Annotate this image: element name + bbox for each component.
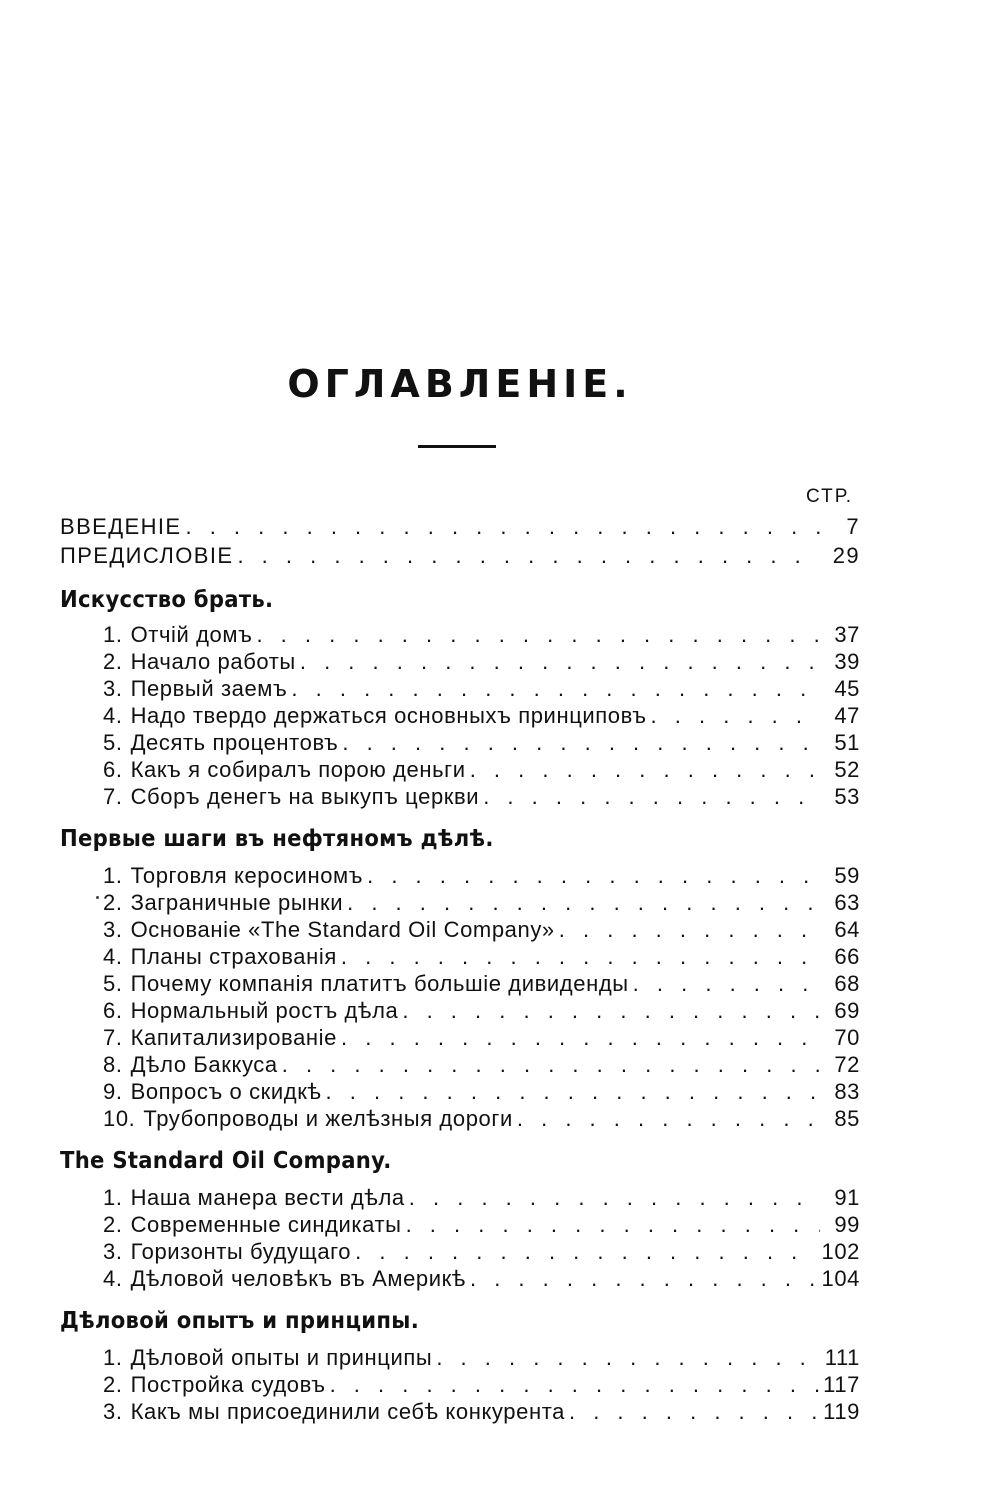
toc-entry-label: Какъ я собиралъ порою деньги xyxy=(130,757,466,782)
toc-entry-number: 1. xyxy=(103,1345,123,1370)
toc-entry-label: Отчій домъ xyxy=(130,622,253,647)
dot-leader xyxy=(436,1345,820,1371)
toc-entry-page: 63 xyxy=(834,890,860,915)
toc-entry-label: Первый заемъ xyxy=(130,676,288,701)
toc-entry-number: 5. xyxy=(103,730,123,755)
toc-entry-number: 1. xyxy=(103,622,123,647)
toc-entry-page: 7 xyxy=(846,514,860,539)
toc-entry-number: 7. xyxy=(103,784,123,809)
toc-entry-label: Дѣловой человѣкъ въ Америкѣ xyxy=(130,1266,466,1291)
toc-entry-number: 10. xyxy=(103,1106,136,1131)
toc-entry-label: Почему компанія платитъ большіе дивиденды xyxy=(130,971,629,996)
toc-entry-page: 53 xyxy=(834,784,860,809)
toc-entry xyxy=(60,1185,860,1212)
toc-entry xyxy=(60,514,860,543)
toc-entry-number: 2. xyxy=(103,1372,123,1397)
toc-entry-page: 29 xyxy=(832,543,860,568)
toc-entry-page: 52 xyxy=(834,757,860,782)
toc-entry-page: 39 xyxy=(834,649,860,674)
toc-entry xyxy=(60,676,860,703)
toc-entry-label: Горизонты будущаго xyxy=(130,1239,352,1264)
toc-entry-page: 47 xyxy=(834,703,860,728)
toc-entry-label: Современные синдикаты xyxy=(130,1212,402,1237)
toc-entry xyxy=(60,917,860,944)
toc-entry-page: 91 xyxy=(834,1185,860,1210)
toc-entry-label: Основаніе «The Standard Oil Company» xyxy=(130,917,555,942)
toc-entry-label: Дѣловой опыты и принципы xyxy=(130,1345,433,1370)
dot-leader xyxy=(330,1372,820,1398)
toc-entry-label: Вопросъ о скидкѣ xyxy=(130,1079,322,1104)
toc-entry xyxy=(60,1345,860,1372)
toc-entry-number: 3. xyxy=(103,917,123,942)
toc-entry-label: Какъ мы присоединили себѣ конкурента xyxy=(130,1399,565,1424)
toc-entry-page: 68 xyxy=(834,971,860,996)
toc-entry-number: 2. xyxy=(103,890,123,915)
toc-entry-number: 3. xyxy=(103,1399,123,1424)
toc-entry-label: Заграничные рынки xyxy=(130,890,344,915)
dot-leader xyxy=(651,703,820,729)
dot-leader xyxy=(367,863,820,889)
dot-leader xyxy=(569,1399,819,1425)
table-of-contents xyxy=(60,514,860,1426)
dot-leader xyxy=(470,757,820,783)
toc-entry-number: 3. xyxy=(103,1239,123,1264)
toc-entry-label: Дѣло Баккуса xyxy=(130,1052,278,1077)
dot-leader xyxy=(559,917,820,943)
toc-entry-page: 117 xyxy=(823,1372,860,1397)
toc-entry-number: 7. xyxy=(103,1025,123,1050)
toc-entry-number: 5. xyxy=(103,971,123,996)
toc-entry-label: ПРЕДИСЛОВIЕ xyxy=(60,543,234,568)
dot-leader xyxy=(470,1266,818,1292)
toc-entry-number: 4. xyxy=(103,944,123,969)
toc-entry-number: 8. xyxy=(103,1052,123,1077)
toc-entry xyxy=(60,863,860,890)
toc-entry-label: Торговля керосиномъ xyxy=(130,863,364,888)
toc-entry-number: 4. xyxy=(103,1266,123,1291)
toc-entry xyxy=(60,730,860,757)
page-title: ОГЛАВЛЕНІЕ. xyxy=(287,362,633,406)
dot-leader xyxy=(185,514,820,540)
toc-entry-label: Начало работы xyxy=(130,649,296,674)
toc-entry-number: 1. xyxy=(103,1185,123,1210)
toc-entry xyxy=(60,1372,860,1399)
toc-entry-page: 69 xyxy=(834,998,860,1023)
toc-entry-label: Планы страхованія xyxy=(130,944,337,969)
toc-entry-page: 104 xyxy=(821,1266,860,1291)
dot-leader xyxy=(342,730,820,756)
toc-entry-number: 2. xyxy=(103,1212,123,1237)
toc-entry-label: Трубопроводы и желѣзныя дороги xyxy=(143,1106,513,1131)
toc-entry-number: 9. xyxy=(103,1079,123,1104)
dot-leader xyxy=(300,649,820,675)
toc-entry-label: Нормальный ростъ дѣла xyxy=(130,998,399,1023)
dot-leader xyxy=(341,1025,820,1051)
toc-entry-page: 66 xyxy=(834,944,860,969)
toc-entry xyxy=(60,971,860,998)
toc-entry-page: 37 xyxy=(834,622,860,647)
section-heading: Искусство брать. xyxy=(60,587,274,613)
dot-leader xyxy=(347,890,820,916)
dot-leader xyxy=(402,998,820,1024)
dot-leader xyxy=(282,1052,820,1078)
toc-entry-label: Десять процентовъ xyxy=(130,730,339,755)
toc-entry-page: 72 xyxy=(834,1052,860,1077)
page-column-label: СТР. xyxy=(806,486,854,507)
toc-entry-number: 3. xyxy=(103,676,123,701)
toc-entry-label: ВВЕДЕНIЕ xyxy=(60,514,182,539)
toc-entry-label: Сборъ денегъ на выкупъ церкви xyxy=(130,784,480,809)
toc-entry xyxy=(60,703,860,730)
dot-leader xyxy=(326,1079,820,1105)
toc-entry xyxy=(60,1025,860,1052)
toc-entry-label: Надо твердо держаться основныхъ принциповъ xyxy=(130,703,647,728)
toc-entry-number: 2. xyxy=(103,649,123,674)
toc-entry-label: Капитализированіе xyxy=(130,1025,338,1050)
toc-entry-number: 1. xyxy=(103,863,123,888)
dot-leader xyxy=(483,784,820,810)
toc-entry xyxy=(60,1079,860,1106)
dot-leader xyxy=(256,622,820,648)
title-rule xyxy=(418,445,496,448)
toc-entry-page: 64 xyxy=(834,917,860,942)
dot-leader xyxy=(517,1106,820,1132)
toc-entry xyxy=(60,890,860,917)
toc-entry-page: 51 xyxy=(834,730,860,755)
toc-entry-label: Постройка судовъ xyxy=(130,1372,326,1397)
toc-entry-page: 111 xyxy=(824,1345,860,1370)
dot-leader xyxy=(291,676,820,702)
toc-entry xyxy=(60,1266,860,1293)
toc-entry-page: 45 xyxy=(834,676,860,701)
toc-entry-page: 119 xyxy=(823,1399,860,1424)
toc-entry xyxy=(60,944,860,971)
toc-entry-page: 70 xyxy=(834,1025,860,1050)
dot-leader xyxy=(406,1212,820,1238)
toc-entry-number: 6. xyxy=(103,998,123,1023)
toc-entry-page: 102 xyxy=(821,1239,860,1264)
section-heading: Дѣловой опытъ и принципы. xyxy=(60,1308,420,1334)
toc-entry-page: 59 xyxy=(834,863,860,888)
toc-entry xyxy=(60,1399,860,1426)
dot-leader xyxy=(341,944,820,970)
toc-entry xyxy=(60,1106,860,1133)
toc-entry xyxy=(60,1212,860,1239)
dot-leader xyxy=(355,1239,817,1265)
toc-entry xyxy=(60,757,860,784)
toc-entry-page: 85 xyxy=(834,1106,860,1131)
toc-entry-label: Наша манера вести дѣла xyxy=(130,1185,405,1210)
toc-entry xyxy=(60,1052,860,1079)
toc-entry xyxy=(60,1239,860,1266)
toc-entry-number: 6. xyxy=(103,757,123,782)
dot-leader xyxy=(237,543,820,569)
toc-entry xyxy=(60,998,860,1025)
toc-entry xyxy=(60,622,860,649)
dot-leader xyxy=(409,1185,820,1211)
toc-entry xyxy=(60,784,860,811)
dot-leader xyxy=(633,971,820,997)
toc-entry xyxy=(60,649,860,676)
toc-entry-number: 4. xyxy=(103,703,123,728)
toc-entry xyxy=(60,543,860,572)
toc-entry-page: 83 xyxy=(834,1079,860,1104)
section-heading: Первые шаги въ нефтяномъ дѣлѣ. xyxy=(60,826,494,852)
section-heading: The Standard Oil Company. xyxy=(60,1148,392,1174)
toc-entry-page: 99 xyxy=(834,1212,860,1237)
